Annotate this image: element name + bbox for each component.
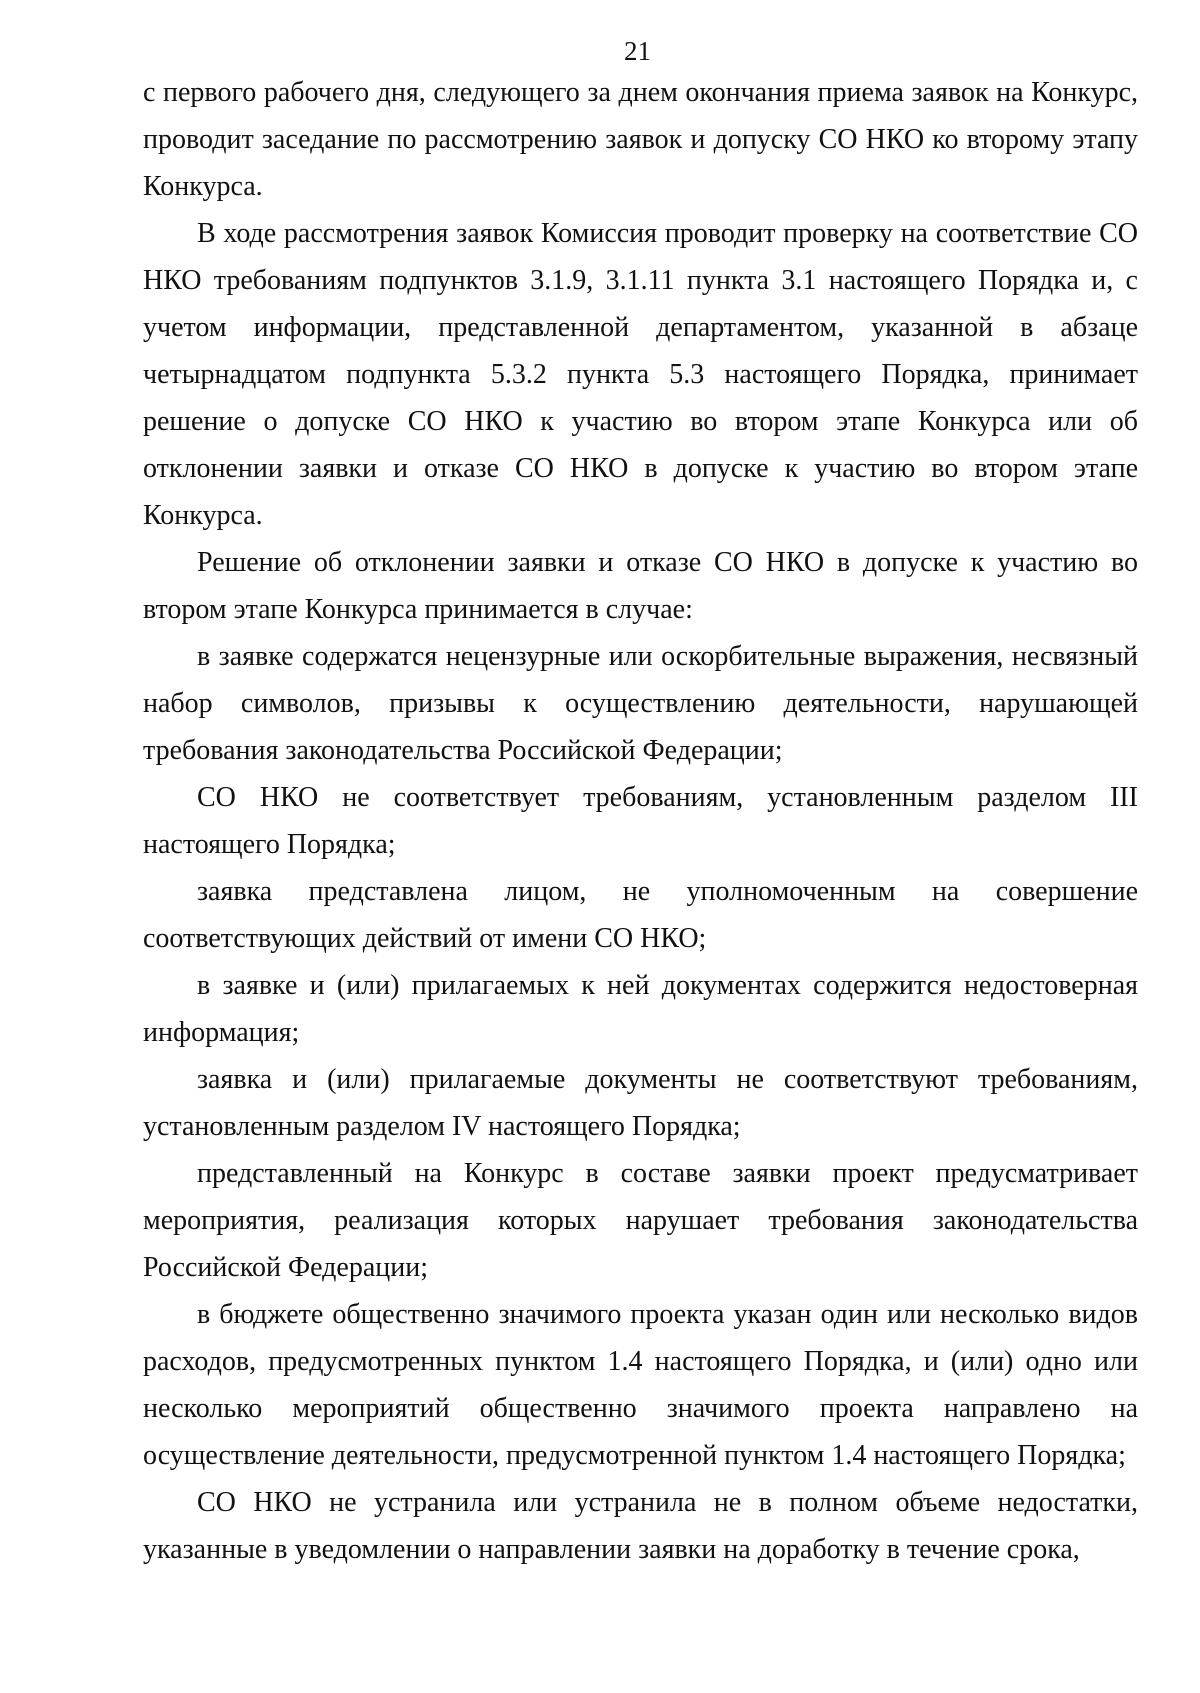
paragraph-5: СО НКО не соответствует требованиям, установленным разделом III настоящего Порядка; [143,782,1138,860]
paragraph-3: Решение об отклонении заявки и отказе СО НКО в допуске к участию во втором этапе Конкурса принимается в случае: [143,547,1138,625]
paragraph-4: в заявке содержатся нецензурные или оскорбительные выражения, несвязный набор символов, призывы к осуществлению деятельности, нарушающей требования законодательства Российской Федерации; [143,641,1138,766]
page-number: 21 [624,36,651,66]
paragraph-7: в заявке и (или) прилагаемых к ней документах содержится недостоверная информация; [143,970,1138,1048]
paragraph-8: заявка и (или) прилагаемые документы не соответствуют требованиям, установленным разделом IV настоящего Порядка; [143,1064,1138,1142]
paragraph-11: СО НКО не устранила или устранила не в полном объеме недостатки, указанные в уведомлении о направлении заявки на доработку в течение срока, [143,1487,1138,1565]
paragraph-6: заявка представлена лицом, не уполномоченным на совершение соответствующих действий от имени СО НКО; [143,876,1138,954]
paragraph-10: в бюджете общественно значимого проекта указан один или несколько видов расходов, предусмотренных пунктом 1.4 настоящего Порядка, и (или) одно или несколько мероприятий общественно значимого проекта направлено на осуществление деятельности, предусмотренной пунктом 1.4 настоящего Порядка; [143,1299,1138,1471]
paragraph-2: В ходе рассмотрения заявок Комиссия проводит проверку на соответствие СО НКО требованиям подпунктов 3.1.9, 3.1.11 пункта 3.1 настоящего Порядка и, с учетом информации, представленной департаментом, указанной в абзаце четырнадцатом подпункта 5.3.2 пункта 5.3 настоящего Порядка, принимает решение о допуске СО НКО к участию во втором этапе Конкурса или об отклонении заявки и отказе СО НКО в допуске к участию во втором этапе Конкурса. [143,218,1138,531]
document-body [143,69,1138,1573]
paragraph-1: с первого рабочего дня, следующего за днем окончания приема заявок на Конкурс, проводит заседание по рассмотрению заявок и допуску СО НКО ко второму этапу Конкурса. [143,77,1138,202]
paragraph-9: представленный на Конкурс в составе заявки проект предусматривает мероприятия, реализация которых нарушает требования законодательства Российской Федерации; [143,1158,1138,1283]
